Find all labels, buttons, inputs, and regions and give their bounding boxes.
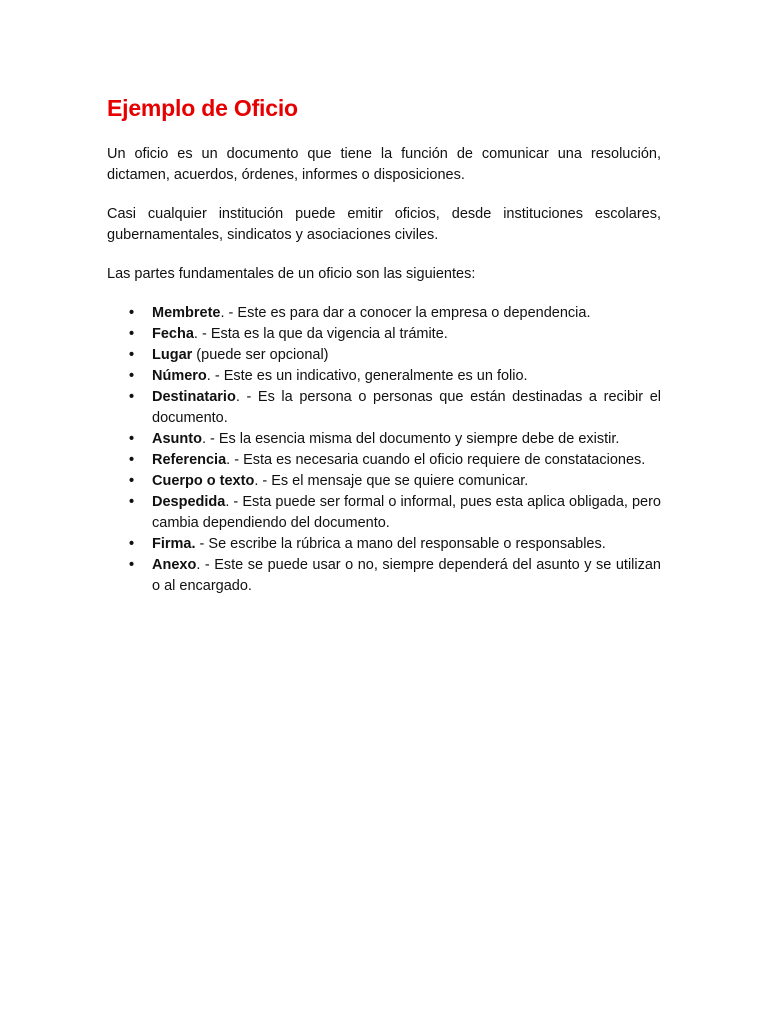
bullet-icon: • — [129, 305, 135, 321]
part-description: . - Este es un indicativo, generalmente es un folio. — [206, 368, 528, 384]
part-term: Despedida — [152, 494, 226, 510]
part-description: - Se escribe la rúbrica a mano del responsable o responsables. — [195, 536, 606, 552]
list-item — [129, 555, 661, 597]
bullet-icon: • — [129, 473, 135, 489]
part-term: Fecha — [152, 326, 194, 342]
bullet-icon: • — [129, 557, 135, 573]
part-description: (puede ser opcional) — [192, 347, 329, 363]
list-item — [129, 387, 661, 429]
list-item — [129, 492, 661, 534]
part-term: Asunto — [152, 431, 202, 447]
bullet-icon: • — [129, 431, 135, 447]
part-term: Anexo — [152, 557, 197, 573]
list-item — [129, 429, 661, 450]
bullet-icon: • — [129, 389, 135, 405]
list-item — [129, 450, 661, 471]
bullet-icon: • — [129, 326, 135, 342]
part-term: Lugar — [152, 347, 193, 363]
part-description: . - Es el mensaje que se quiere comunicar. — [254, 473, 529, 489]
list-item — [129, 303, 661, 324]
part-description: . - Este se puede usar o no, siempre dependerá del asunto y se utilizan o al encargado. — [152, 557, 661, 594]
institutions-paragraph: Casi cualquier institución puede emitir oficios, desde instituciones escolares, gubernamentales, sindicatos y asociaciones civiles. — [107, 206, 661, 243]
list-item — [129, 366, 661, 387]
part-description: . - Esta es la que da vigencia al trámite. — [193, 326, 448, 342]
list-item — [129, 345, 661, 366]
list-item — [129, 324, 661, 345]
part-term: Referencia — [152, 452, 227, 468]
bullet-icon: • — [129, 452, 135, 468]
part-description: . - Es la persona o personas que están destinadas a recibir el documento. — [152, 389, 661, 426]
intro-paragraph: Un oficio es un documento que tiene la función de comunicar una resolución, dictamen, acuerdos, órdenes, informes o disposiciones. — [107, 146, 661, 183]
parts-intro-paragraph: Las partes fundamentales de un oficio son las siguientes: — [107, 266, 476, 282]
bullet-icon: • — [129, 494, 135, 510]
document-title: Ejemplo de Oficio — [107, 95, 298, 121]
part-description: . - Es la esencia misma del documento y siempre debe de existir. — [201, 431, 620, 447]
bullet-icon: • — [129, 536, 135, 552]
list-item — [129, 471, 661, 492]
part-term: Firma. — [152, 536, 196, 552]
part-description: . - Este es para dar a conocer la empresa o dependencia. — [220, 305, 591, 321]
parts-list — [107, 303, 661, 597]
part-term: Cuerpo o texto — [152, 473, 255, 489]
part-term: Destinatario — [152, 389, 236, 405]
part-description: . - Esta es necesaria cuando el oficio requiere de constataciones. — [226, 452, 646, 468]
bullet-icon: • — [129, 347, 135, 363]
part-description: . - Esta puede ser formal o informal, pues esta aplica obligada, pero cambia dependiendo del documento. — [152, 494, 661, 531]
part-term: Membrete — [152, 305, 221, 321]
list-item — [129, 534, 661, 555]
bullet-icon: • — [129, 368, 135, 384]
part-term: Número — [152, 368, 207, 384]
